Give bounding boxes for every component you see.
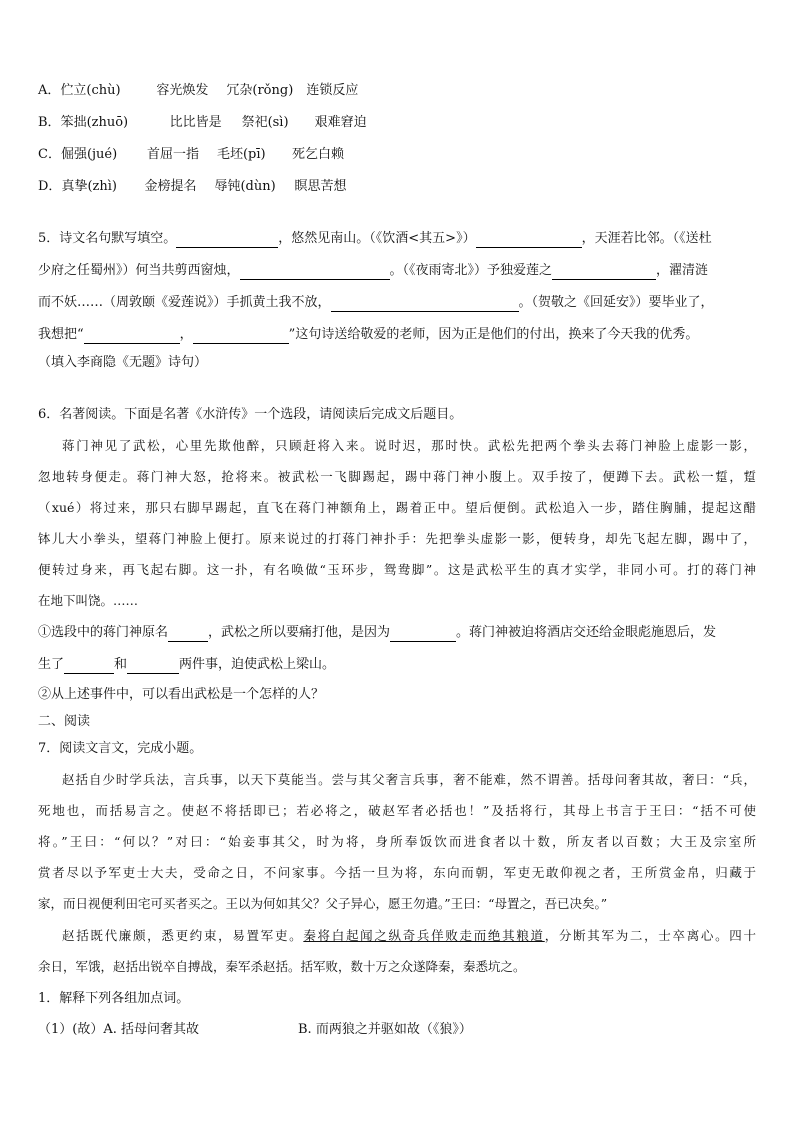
q6-question-1: ①选段中的蒋门神原名 ，武松之所以要痛打他，是因为 。蒋门神被迫将酒店交还给金眼彪施恩后，发	[38, 625, 717, 640]
q7-passage-line: 赏者尽以予军吏士大夫，受命之日，不问家事。今括一旦为将，东向而朝，军吏无敢仰视之者，王所赏金帛，归藏于	[38, 865, 756, 880]
answer-blank[interactable]	[552, 265, 656, 280]
q6-passage-line: 钵儿大小拳头，望蒋门神脸上便打。原来说过的打蒋门神扑手：先把拳头虚影一影，便转身，却先飞起左脚，踢中了，	[38, 531, 756, 546]
answer-blank[interactable]	[240, 265, 390, 280]
answer-blank[interactable]	[476, 233, 582, 248]
q5-line-4: 我想把“ ， ”这句诗送给敬爱的老师，因为正是他们的付出，换来了今天我的优秀。	[38, 327, 699, 342]
answer-blank[interactable]	[84, 329, 180, 344]
q6-passage-line: 在地下叫饶。……	[38, 593, 139, 608]
option-c: C．倔强(jué) 首屈一指 毛坯(pī) 死乞白赖	[38, 147, 344, 162]
q7-passage-line: 余日，军饿，赵括出锐卒自搏战，秦军杀赵括。括军败，数十万之众遂降秦，秦悉坑之。	[38, 959, 526, 974]
q6-passage-line: （xué）将过来，那只右脚早踢起，直飞在蒋门神额角上，踢着正中。望后便倒。武松追入一步，踏住胸脯，提起这醋	[38, 500, 756, 515]
q7-sub-question-1: 1．解释下列各组加点词。	[38, 991, 190, 1006]
option-b: B．笨拙(zhuō) 比比皆是 祭祀(sì) 艰难窘迫	[38, 115, 367, 130]
q6-question-2: ②从上述事件中，可以看出武松是一个怎样的人？	[38, 687, 325, 702]
q6-passage-line: 蒋门神见了武松，心里先欺他醉，只顾赶将入来。说时迟，那时快。武松先把两个拳头去蒋门神脸上虚影一影，	[62, 438, 756, 453]
answer-blank[interactable]	[176, 233, 278, 248]
q7-passage-line: 家，而日视便利田宅可买者买之。王以为何如其父？父子异心，愿王勿遣。”王曰：“母置之，吾已决矣。”	[38, 896, 608, 911]
q5-line-3: 而不妖……（周敦颐《爱莲说》）手抓黄土我不放， 。（贺敬之《回延安》）要毕业了，	[38, 295, 714, 310]
q7-passage-line: 赵括既代廉颇，悉更约束，易置军吏。秦将白起闻之纵奇兵佯败走而绝其粮道，分断其军为二，士卒离心。四十	[62, 928, 756, 943]
answer-blank[interactable]	[193, 329, 289, 344]
answer-blank[interactable]	[331, 297, 519, 312]
q5-line-2: 少府之任蜀州》）何当共剪西窗烛， 。（《夜雨寄北》）予独爱莲之 ，濯清涟	[38, 263, 709, 278]
section-heading: 二、阅读	[38, 714, 91, 729]
option-a: A．伫立(chù) 容光焕发 冗杂(rǒng) 连锁反应	[38, 83, 359, 98]
underlined-sentence: 秦将白起闻之纵奇兵佯败走而绝其粮道	[303, 928, 545, 943]
q7-passage-line: 将。”王曰：“何以？”对曰：“始妾事其父，时为将，身所奉饭饮而进食者以十数，所友者以百数；大王及宗室所	[38, 834, 756, 849]
q5-line-1: 5．诗文名句默写填空。 ，悠然见南山。（《饮酒<其五>》） ，天涯若比邻。（《送杜	[38, 231, 712, 246]
option-d: D．真挚(zhì) 金榜提名 辱钝(dùn) 瞑思苦想	[38, 179, 347, 194]
q7-title: 7．阅读文言文，完成小题。	[38, 741, 203, 756]
answer-blank[interactable]	[127, 659, 179, 674]
q6-title: 6．名著阅读。下面是名著《水浒传》一个选段，请阅读后完成文后题目。	[38, 407, 463, 422]
answer-blank[interactable]	[390, 627, 456, 642]
q7-passage-line: 赵括自少时学兵法，言兵事，以天下莫能当。尝与其父奢言兵事，奢不能难，然不谓善。括母问奢其故，奢曰：“兵，	[62, 772, 756, 787]
q6-passage-line: 便转过身来，再飞起右脚。这一扑，有名唤做“玉环步，鸳鸯脚”。这是武松平生的真才实学，非同小可。打的蒋门神	[38, 562, 756, 577]
q6-passage-line: 忽地转身便走。蒋门神大怒，抢将来。被武松一飞脚踢起，踢中蒋门神小腹上。双手按了，便蹲下去。武松一踅，踅	[38, 469, 756, 484]
q7-passage-line: 死地也，而括易言之。使赵不将括即已；若必将之，破赵军者必括也！”及括将行，其母上书言于王曰：“括不可使	[38, 803, 756, 818]
answer-blank[interactable]	[168, 627, 208, 642]
q6-question-1-cont: 生了 和 两件事，迫使武松上梁山。	[38, 657, 336, 672]
q5-line-5: （填入李商隐《无题》诗句）	[38, 355, 208, 370]
q7-sub-question-1-item: （1）(故）A. 括母问奢其故 B. 而两狼之并驱如故（《狼》）	[38, 1022, 472, 1037]
answer-blank[interactable]	[64, 659, 114, 674]
